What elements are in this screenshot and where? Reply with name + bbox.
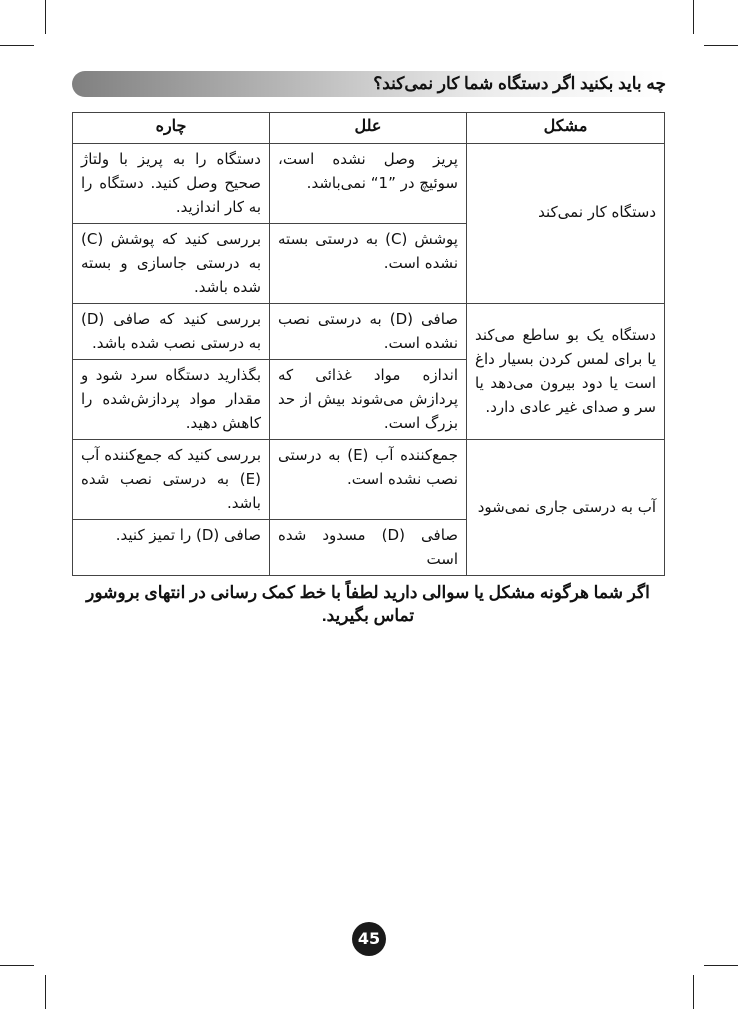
cause-cell: جمع‌کننده آب (E) به درستی نصب نشده است. bbox=[270, 440, 467, 520]
table-row bbox=[73, 144, 665, 224]
header-cause: علل bbox=[270, 113, 467, 144]
remedy-cell: بگذارید دستگاه سرد شود و مقدار مواد پردازش‌شده را کاهش دهید. bbox=[73, 360, 270, 440]
remedy-cell: بررسی کنید که جمع‌کننده آب (E) به درستی نصب شده باشد. bbox=[73, 440, 270, 520]
crop-mark bbox=[704, 45, 738, 46]
crop-mark bbox=[0, 965, 34, 966]
crop-mark bbox=[0, 45, 34, 46]
problem-cell: آب به درستی جاری نمی‌شود bbox=[467, 440, 665, 576]
table-row bbox=[73, 304, 665, 360]
crop-mark bbox=[45, 0, 46, 34]
crop-mark bbox=[45, 975, 46, 1009]
problem-cell: دستگاه کار نمی‌کند bbox=[467, 144, 665, 304]
page-title: چه باید بکنید اگر دستگاه شما کار نمی‌کند؟ bbox=[373, 74, 666, 93]
table-row bbox=[73, 440, 665, 520]
crop-mark bbox=[693, 975, 694, 1009]
cause-cell: پریز وصل نشده است، سوئیچ در ”1“ نمی‌باشد. bbox=[270, 144, 467, 224]
troubleshooting-table bbox=[72, 112, 665, 576]
crop-mark bbox=[693, 0, 694, 34]
cause-cell: اندازه مواد غذائی که پردازش می‌شوند بیش از حد بزرگ است. bbox=[270, 360, 467, 440]
title-bar bbox=[72, 71, 666, 97]
remedy-cell: بررسی کنید که صافی (D) به درستی نصب شده باشد. bbox=[73, 304, 270, 360]
remedy-cell: دستگاه را به پریز با ولتاژ صحیح وصل کنید. دستگاه را به کار اندازید. bbox=[73, 144, 270, 224]
crop-mark bbox=[704, 965, 738, 966]
helpline-note: اگر شما هرگونه مشکل یا سوالی دارید لطفاً با خط کمک رسانی در انتهای بروشور تماس بگیرید. bbox=[86, 583, 650, 625]
cause-cell: صافی (D) مسدود شده است bbox=[270, 520, 467, 576]
remedy-cell: صافی (D) را تمیز کنید. bbox=[73, 520, 270, 576]
table-header-row bbox=[73, 113, 665, 144]
page-number: 45 bbox=[352, 922, 386, 956]
cause-cell: پوشش (C) به درستی بسته نشده است. bbox=[270, 224, 467, 304]
header-remedy: چاره bbox=[73, 113, 270, 144]
problem-cell: دستگاه یک بو ساطع می‌کند یا برای لمس کردن بسیار داغ است یا دود بیرون می‌دهد یا سر و صدای غیر عادی دارد. bbox=[467, 304, 665, 440]
header-problem: مشکل bbox=[467, 113, 665, 144]
cause-cell: صافی (D) به درستی نصب نشده است. bbox=[270, 304, 467, 360]
remedy-cell: بررسی کنید که پوشش (C) به درستی جاسازی و بسته شده باشد. bbox=[73, 224, 270, 304]
